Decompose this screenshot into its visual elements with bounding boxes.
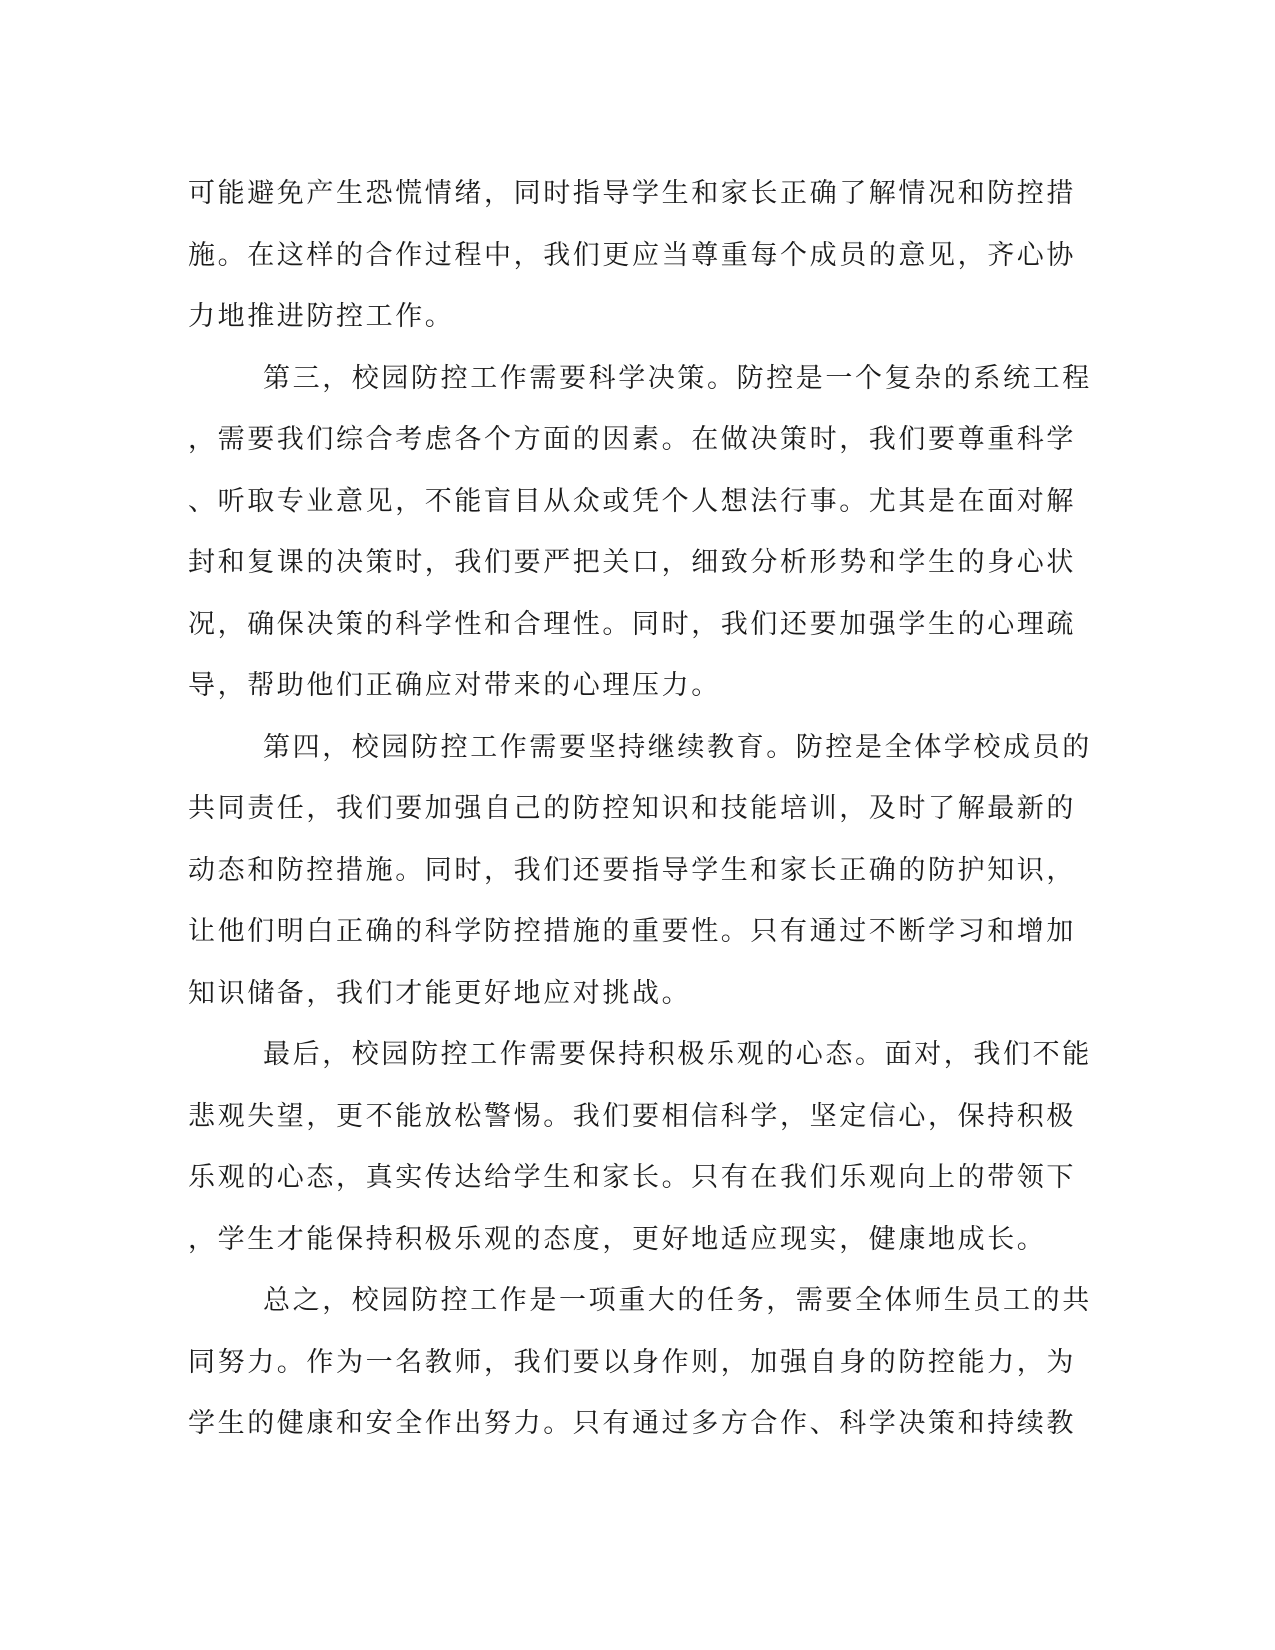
text-line: 知识储备，我们才能更好地应对挑战。: [188, 977, 692, 1009]
text-line: 封和复课的决策时，我们要严把关口，细致分析形势和学生的身心状: [188, 547, 1076, 578]
text-line: 让他们明白正确的科学防控措施的重要性。只有通过不断学习和增加: [188, 916, 1076, 947]
paragraph-start-line: 第三，校园防控工作需要科学决策。防控是一个复杂的系统工程: [263, 362, 1092, 394]
text-line: 力地推进防控工作。: [188, 301, 455, 332]
text-line: 导，帮助他们正确应对带来的心理压力。: [188, 670, 721, 701]
text-line: ，需要我们综合考虑各个方面的因素。在做决策时，我们要尊重科学: [188, 424, 1076, 455]
text-line: ，学生才能保持积极乐观的态度，更好地适应现实，健康地成长。: [188, 1223, 1047, 1255]
paragraph-start-line: 第四，校园防控工作需要坚持继续教育。防控是全体学校成员的: [263, 731, 1092, 763]
text-line: 可能避免产生恐慌情绪，同时指导学生和家长正确了解情况和防控措: [188, 178, 1076, 209]
text-line: 共同责任，我们要加强自己的防控知识和技能培训，及时了解最新的: [188, 793, 1076, 824]
paragraph-start-line: 总之，校园防控工作是一项重大的任务，需要全体师生员工的共: [263, 1285, 1092, 1316]
paragraph-start-line: 最后，校园防控工作需要保持积极乐观的心态。面对，我们不能: [263, 1039, 1092, 1070]
text-line: 学生的健康和安全作出努力。只有通过多方合作、科学决策和持续教: [188, 1408, 1076, 1439]
text-line: 施。在这样的合作过程中，我们更应当尊重每个成员的意见，齐心协: [188, 239, 1076, 271]
text-line: 况，确保决策的科学性和合理性。同时，我们还要加强学生的心理疏: [188, 608, 1076, 640]
text-line: 动态和防控措施。同时，我们还要指导学生和家长正确的防护知识，: [188, 854, 1076, 886]
body-text: [188, 163, 1092, 1455]
text-line: 乐观的心态，真实传达给学生和家长。只有在我们乐观向上的带领下: [188, 1162, 1076, 1193]
text-line: 悲观失望，更不能放松警惕。我们要相信科学，坚定信心，保持积极: [188, 1100, 1076, 1132]
text-line: 同努力。作为一名教师，我们要以身作则，加强自身的防控能力，为: [188, 1346, 1076, 1378]
text-line: 、听取专业意见，不能盲目从众或凭个人想法行事。尤其是在面对解: [188, 485, 1076, 517]
